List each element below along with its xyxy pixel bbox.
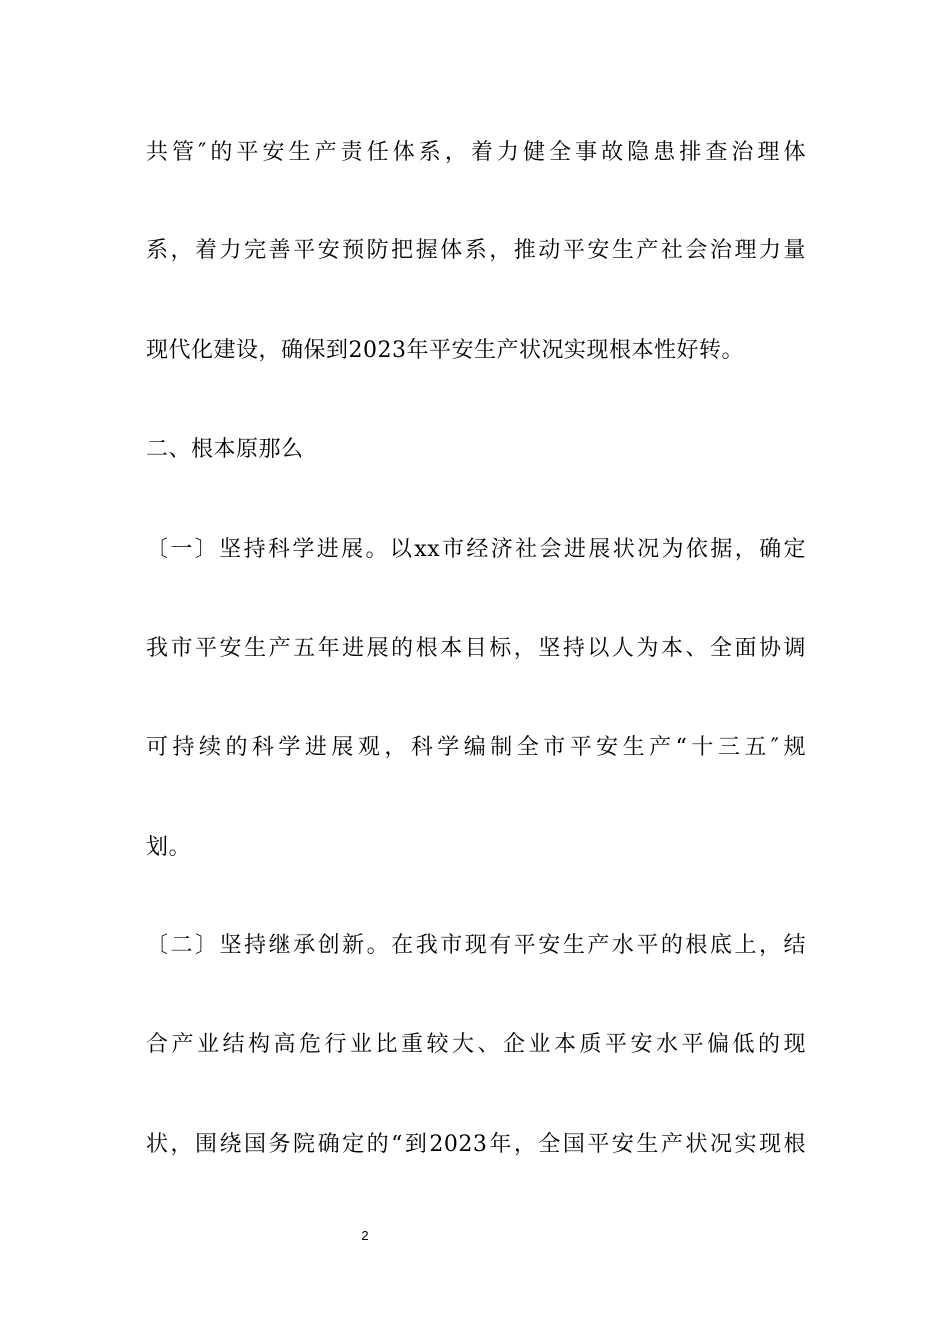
body-text-line: 划。 [146,835,192,860]
body-text-line: 状，围绕国务院确定的“到2023年，全国平安生产状况实现根 [146,1132,806,1157]
body-text-line: 我市平安生产五年进展的根本目标，坚持以人为本、全面协调 [146,636,806,661]
body-text-line: 现代化建设，确保到2023年平安生产状况实现根本性好转。 [146,338,744,363]
body-text-line: 可持续的科学进展观，科学编制全市平安生产“十三五″规 [146,735,806,760]
section-heading: 二、根本原那么 [146,437,304,462]
page-number: 2 [361,1228,369,1243]
body-text-line: 〔一〕坚持科学进展。以xx市经济社会进展状况为依据，确定 [146,537,806,562]
body-text-line: 共管″的平安生产责任体系，着力健全事故隐患排查治理体 [146,140,806,165]
body-text-line: 系，着力完善平安预防把握体系，推动平安生产社会治理力量 [146,238,806,263]
body-text-line: 〔二〕坚持继承创新。在我市现有平安生产水平的根底上，结 [146,933,806,958]
body-text-line: 合产业结构高危行业比重较大、企业本质平安水平偏低的现 [146,1032,806,1057]
